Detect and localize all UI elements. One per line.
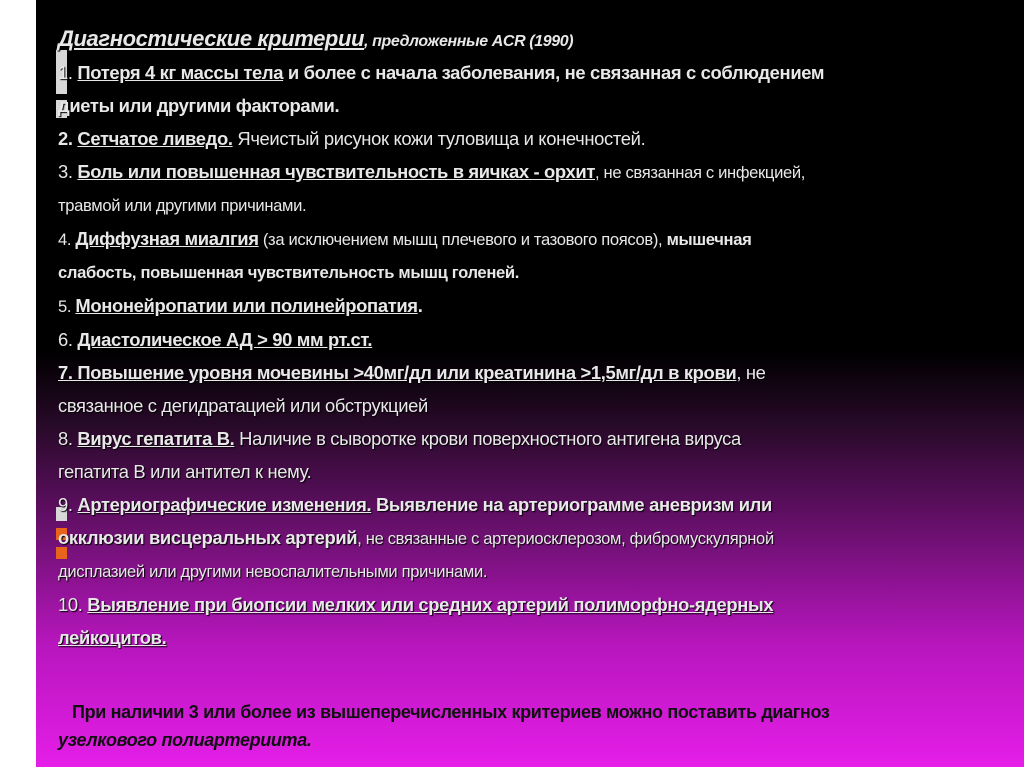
criterion-7-line-1: 7. Повышение уровня мочевины >40мг/дл или креатинина >1,5мг/дл в крови, не	[58, 362, 766, 383]
title-sub: , предложенные ACR (1990)	[364, 33, 574, 50]
criterion-9-line-1: 9. Артериографические изменения. Выявление на артериограмме аневризм или	[58, 494, 772, 515]
criterion-2-head: Сетчатое ливедо.	[77, 128, 233, 149]
criterion-8-line-1: 8. Вирус гепатита В. Наличие в сыворотке крови поверхностного антигена вируса	[58, 428, 741, 449]
criterion-5-head: Мононейропатии или полинейропатия	[75, 295, 418, 316]
criterion-2: 2. Сетчатое ливедо. Ячеистый рисунок кожи туловища и конечностей.	[58, 128, 646, 149]
slide-title	[58, 26, 1008, 52]
criterion-4-line-1: 4. Диффузная миалгия (за исключением мышц плечевого и тазового поясов), мышечная	[58, 228, 752, 249]
criterion-8-line-2: гепатита В или антител к нему.	[58, 461, 312, 482]
criterion-3-line-1: 3. Боль или повышенная чувствительность в яичках - орхит, не связанная с инфекцией,	[58, 161, 806, 182]
criterion-5: 5. Мононейропатии или полинейропатия.	[58, 295, 423, 316]
criterion-4-head: Диффузная миалгия	[75, 228, 259, 249]
criteria-list	[58, 56, 1008, 654]
criterion-1-line-1: 1. Потеря 4 кг массы тела и более с начала заболевания, не связанная с соблюдением	[58, 62, 825, 83]
criterion-6-head: Диастолическое АД > 90 мм рт.ст.	[77, 329, 373, 350]
conclusion-text	[58, 698, 1008, 754]
slide-content	[58, 14, 1008, 654]
criterion-1-head: Потеря 4 кг массы тела	[77, 62, 284, 83]
criterion-3-head: Боль или повышенная чувствительность в яичках - орхит	[77, 161, 596, 182]
criterion-9-line-3: дисплазией или другими невоспалительными причинами.	[58, 562, 488, 581]
criterion-10-line-2: лейкоцитов.	[58, 627, 167, 648]
criterion-7-line-2: связанное с дегидратацией или обструкцией	[58, 395, 428, 416]
criterion-9-head: Артериографические изменения.	[77, 494, 372, 515]
criterion-6: 6. Диастолическое АД > 90 мм рт.ст.	[58, 329, 373, 350]
criterion-10-line-1: 10. Выявление при биопсии мелких или средних артерий полиморфно-ядерных	[58, 594, 774, 615]
criterion-1-line-2: диеты или другими факторами.	[58, 95, 340, 116]
criterion-10-head: Выявление при биопсии мелких или средних артерий полиморфно-ядерных	[87, 594, 774, 615]
criterion-7-head: 7. Повышение уровня мочевины >40мг/дл или креатинина >1,5мг/дл в крови	[58, 362, 737, 383]
criterion-4-line-2: слабость, повышенная чувствительность мышц голеней.	[58, 263, 519, 282]
criterion-8-head: Вирус гепатита В.	[77, 428, 235, 449]
criterion-9-line-2: окклюзии висцеральных артерий, не связанные с артериосклерозом, фибромускулярной	[58, 527, 774, 548]
title-main: Диагностические критерии	[58, 26, 365, 51]
criterion-3-line-2: травмой или другими причинами.	[58, 196, 307, 215]
conclusion-line-1: При наличии 3 или более из вышеперечисленных критериев можно поставить диагноз	[72, 702, 830, 722]
conclusion-line-2: узелкового полиартериита.	[58, 730, 312, 750]
